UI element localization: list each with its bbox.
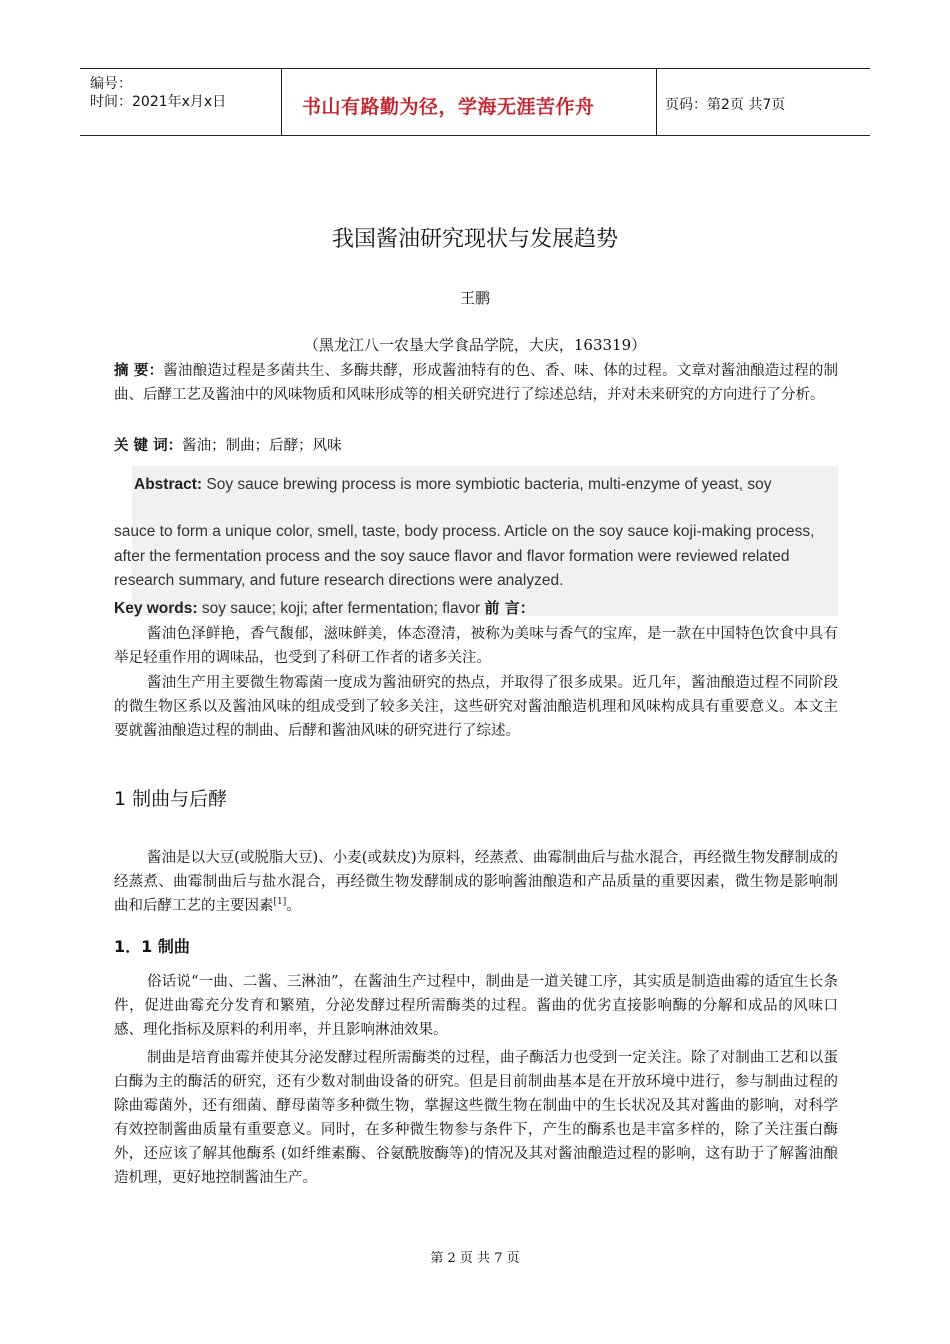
english-abstract-line1: Soy sauce brewing process is more symbiotic bacteria, multi-enzyme of yeast, soy (206, 476, 772, 493)
section-1-heading: 1 制曲与后酵 (114, 788, 228, 810)
section-1-1-heading: 1．1 制曲 (114, 937, 190, 956)
section-1-text-end: 。 (286, 898, 301, 914)
author-affiliation: （黑龙江八一农垦大学食品学院，大庆，163319） (303, 336, 647, 354)
english-keywords-line (114, 597, 838, 618)
preface-paragraph-1: 酱油色泽鲜艳，香气馥郁，滋味鲜美，体态澄清，被称为美味与香气的宝库，是一款在中国特色饮食中具有举足轻重作用的调味品，也受到了科研工作者的诸多关注。 (114, 626, 838, 666)
english-keywords-text: soy sauce; koji; after fermentation; flavor (201, 600, 481, 617)
header-divider-left (281, 68, 282, 135)
keywords-paragraph (114, 434, 838, 458)
header-bottom-rule (80, 135, 870, 136)
preface-label: 前 言： (484, 599, 535, 617)
english-abstract-first-line (134, 476, 838, 494)
english-abstract-rest: sauce to form a unique color, smell, taste, body process. Article on the soy sauce koji-making process, after the fermentation process and the soy sauce flavor and flavor formation were reviewed related research summary, and future research directions were analyzed. (114, 523, 815, 589)
section-1-1-paragraph-2: 制曲是培育曲霉并使其分泌发酵过程所需酶类的过程，曲子酶活力也受到一定关注。除了对制曲工艺和以蛋白酶为主的酶活的研究，还有少数对制曲设备的研究。但是目前制曲基本是在开放环境中进行，参与制曲过程的除曲霉菌外，还有细菌、酵母菌等多种微生物，掌握这些微生物在制曲中的生长状况及其对酱曲的影响，对科学有效控制酱曲质量有重要意义。同时，在多种微生物参与条件下，产生的酶系也是丰富多样的，除了关注蛋白酶外，还应该了解其他酶系 (如纤维素酶、谷氨酰胺酶等)的情况及其对酱油酿造过程的影响，这有助于了解酱油酿造机理，更好地控制酱油生产。 (114, 1050, 838, 1186)
abstract-label: 摘 要： (114, 362, 164, 379)
header-page-info: 页码：第2页 共7页 (665, 97, 786, 113)
keywords-text: 酱油；制曲；后酵；风味 (182, 438, 342, 454)
header-time-label: 时间：2021年x月x日 (90, 94, 227, 110)
citation-ref: [1] (273, 897, 287, 908)
header-top-rule (80, 68, 870, 69)
abstract-paragraph (114, 359, 838, 407)
abstract-text: 酱油酿造过程是多菌共生、多酶共酵，形成酱油特有的色、香、味、体的过程。文章对酱油酿造过程的制曲、后酵工艺及酱油中的风味物质和风味形成等的相关研究进行了综述总结，并对未来研究的方向进行了分析。 (114, 363, 838, 403)
page-title: 我国酱油研究现状与发展趋势 (331, 227, 618, 252)
section-1-text: 酱油是以大豆(或脱脂大豆)、小麦(或麸皮)为原料，经蒸煮、曲霉制曲后与盐水混合，再经微生物发酵制成的经蒸煮、曲霉制曲后与盐水混合，再经微生物发酵制成的影响酱油酿造和产品质量的重要因素，微生物是影响制曲和后酵工艺的主要因素 (114, 850, 838, 914)
preface-paragraph-2: 酱油生产用主要微生物霉菌一度成为酱油研究的热点，并取得了很多成果。近几年，酱油酿造过程不同阶段的微生物区系以及酱油风味的组成受到了较多关注，这些研究对酱油酿造机理和风味构成具有重要意义。本文主要就酱油酿造过程的制曲、后酵和酱油风味的研究进行了综述。 (114, 675, 838, 739)
header-motto: 书山有路勤为径，学海无涯苦作舟 (302, 96, 595, 118)
footer-page-number: 第 2 页 共 7 页 (430, 1251, 520, 1266)
english-keywords-label: Key words: (114, 600, 198, 617)
header-divider-right (656, 68, 657, 135)
section-1-1-paragraph-1: 俗话说“一曲、二酱、三淋油”，在酱油生产过程中，制曲是一道关键工序，其实质是制造曲霉的适宜生长条件，促进曲霉充分发育和繁殖，分泌发酵过程所需酶类的过程。酱曲的优劣直接影响酶的分解和成品的风味口感、理化指标及原料的利用率，并且影响淋油效果。 (114, 974, 838, 1038)
keywords-label: 关 键 词： (114, 437, 183, 454)
author-name: 王鹏 (459, 289, 490, 307)
english-abstract-label: Abstract: (134, 476, 203, 493)
header-number-label: 编号： (90, 76, 132, 92)
section-1-paragraph (114, 846, 838, 918)
